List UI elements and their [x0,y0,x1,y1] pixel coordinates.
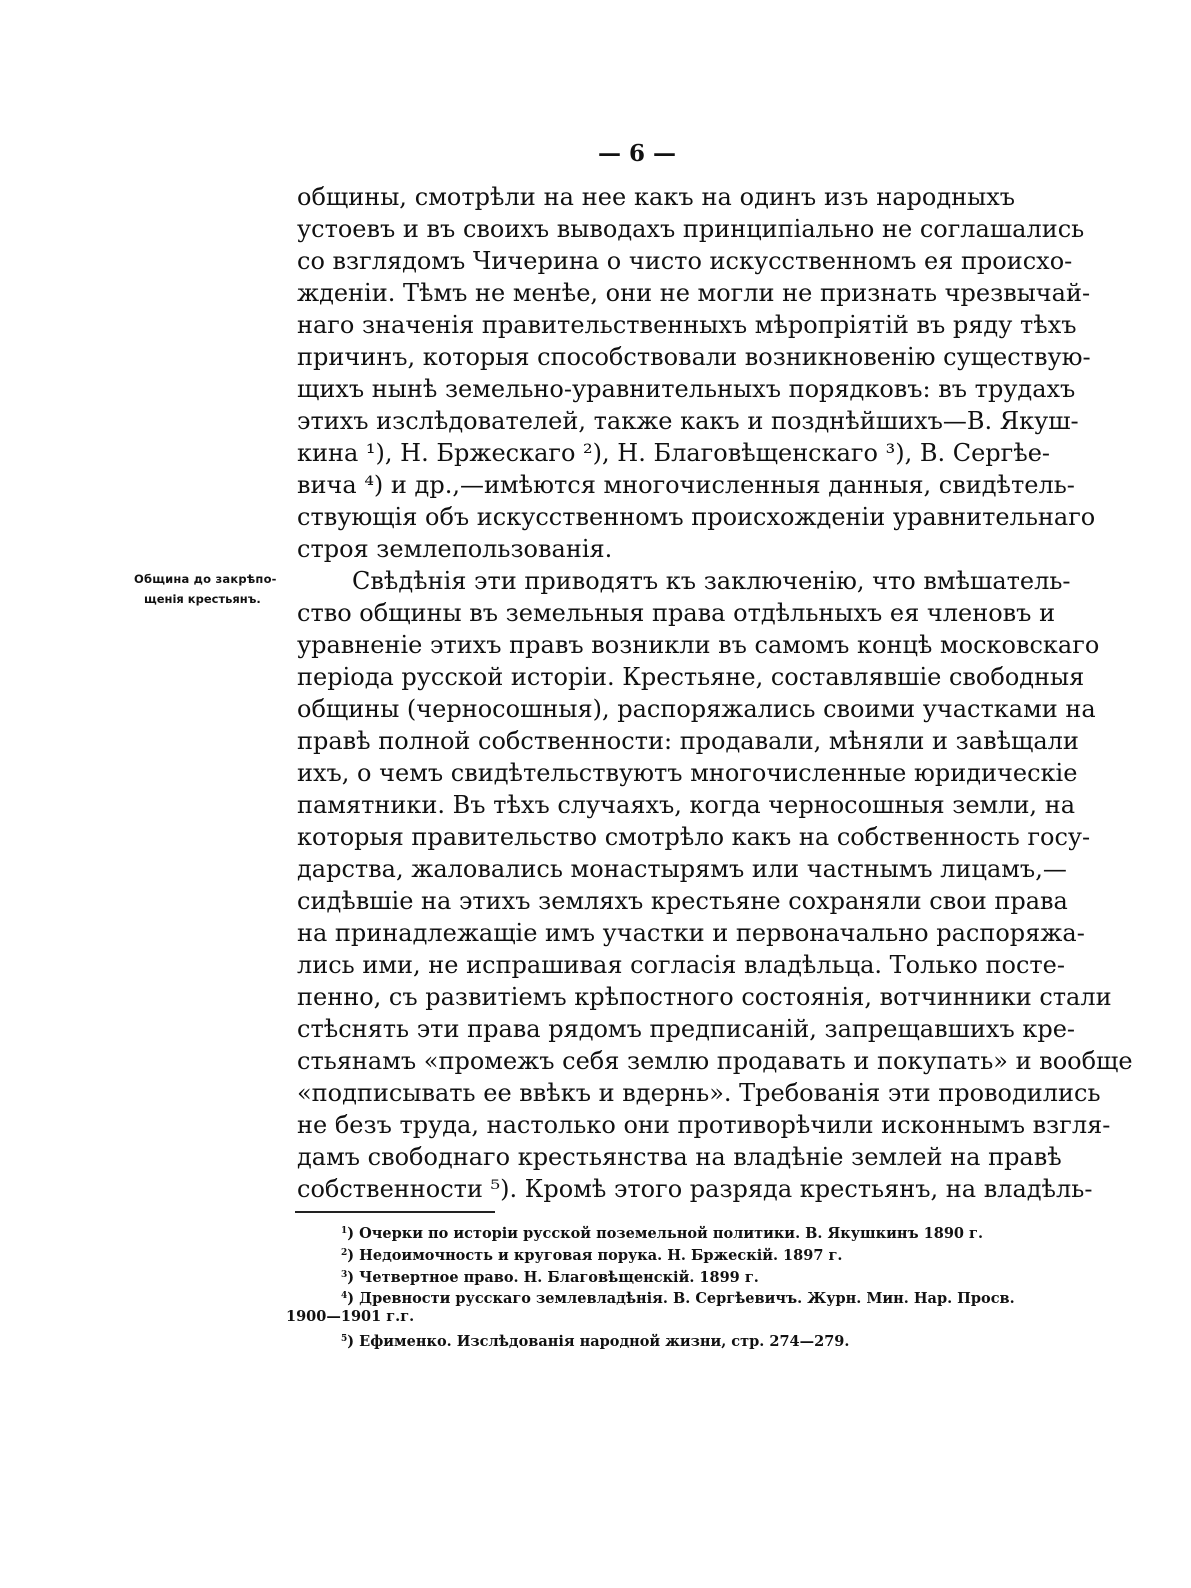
text-line: дарства, жаловались монастырямъ или частнымъ лицамъ,— [297,855,1067,883]
footnote-mark: 3 [341,1270,348,1280]
text-line: кина ¹), Н. Бржескаго ²), Н. Благовѣщенскаго ³), В. Сергѣе- [297,439,1051,467]
marginal-note [134,569,284,609]
text-line: наго значенія правительственныхъ мѣропріятій въ ряду тѣхъ [297,311,1077,339]
text-line: строя землепользованія. [297,535,613,563]
text-line: ствующія объ искусственномъ происхожденіи уравнительнаго [297,503,1096,531]
footnote-mark: 5 [341,1334,348,1344]
footnote-mark: 2 [341,1248,348,1258]
footnote-4-continuation: 1900—1901 г.г. [286,1308,415,1325]
text-line: на принадлежащіе имъ участки и первоначально распоряжа- [297,919,1085,947]
text-line: со взглядомъ Чичерина о чисто искусственномъ ея происхо- [297,247,1073,275]
footnote-4 [341,1286,1015,1309]
text-line: стьянамъ «промежъ себя землю продавать и покупать» и вообще [297,1047,1133,1075]
footnote-text: ) Четвертное право. Н. Благовѣщенскій. 1899 г. [347,1269,759,1286]
text-line: щихъ нынѣ земельно-уравнительныхъ порядковъ: въ трудахъ [297,375,1076,403]
text-line: устоевъ и въ своихъ выводахъ принципіально не соглашались [297,215,1085,243]
text-line: этихъ изслѣдователей, также какъ и позднѣйшихъ—В. Якуш- [297,407,1079,435]
footnote-divider [295,1211,495,1213]
text-line: дамъ свободнаго крестьянства на владѣніе землей на правѣ [297,1143,1062,1171]
footnote-text: ) Ефименко. Изслѣдованія народной жизни, стр. 274—279. [347,1333,850,1350]
footnote-2 [341,1243,842,1266]
text-line: общины, смотрѣли на нее какъ на одинъ изъ народныхъ [297,183,1015,211]
text-line: жденіи. Тѣмъ не менѣе, они не могли не признать чрезвычай- [297,279,1091,307]
footnote-text: ) Недоимочность и круговая порука. Н. Бржескій. 1897 г. [347,1247,843,1264]
text-line: лись ими, не испрашивая согласія владѣльца. Только посте- [297,951,1065,979]
marginal-note-line-2: щенія крестьянъ. [144,592,261,606]
text-line: Свѣдѣнія эти приводятъ къ заключенію, что вмѣшатель- [352,567,1071,595]
text-line: причинъ, которыя способствовали возникновенію существую- [297,343,1091,371]
text-line: ство общины въ земельныя права отдѣльныхъ ея членовъ и [297,599,1056,627]
text-line: которыя правительство смотрѣло какъ на собственность госу- [297,823,1091,851]
text-line: сидѣвшіе на этихъ земляхъ крестьяне сохраняли свои права [297,887,1068,915]
text-line: правѣ полной собственности: продавали, мѣняли и завѣщали [297,727,1079,755]
footnote-mark: 1 [341,1226,348,1236]
text-line: памятники. Въ тѣхъ случаяхъ, когда черносошныя земли, на [297,791,1075,819]
footnote-text: ) Очерки по исторіи русской поземельной политики. В. Якушкинъ 1890 г. [347,1225,983,1242]
footnote-text: ) Древности русскаго землевладѣнія. В. Сергѣевичъ. Журн. Мин. Нар. Просв. [347,1290,1015,1307]
text-line: «подписывать ее ввѣкъ и вдернь». Требованія эти проводились [297,1079,1101,1107]
footnote-5 [341,1329,849,1352]
text-line: не безъ труда, настолько они противорѣчили исконнымъ взгля- [297,1111,1111,1139]
text-line: вича ⁴) и др.,—имѣются многочисленныя данныя, свидѣтель- [297,471,1075,499]
text-line: собственности ⁵). Кромѣ этого разряда крестьянъ, на владѣль- [297,1175,1093,1203]
text-line: періода русской исторіи. Крестьяне, составлявшіе свободныя [297,663,1085,691]
text-line: пенно, съ развитіемъ крѣпостного состоянія, вотчинники стали [297,983,1112,1011]
footnote-mark: 4 [341,1291,348,1301]
text-line: ихъ, о чемъ свидѣтельствуютъ многочисленные юридическіе [297,759,1078,787]
page-number: — 6 — [598,140,677,167]
text-line: общины (черносошныя), распоряжались своими участками на [297,695,1096,723]
marginal-note-line-1: Община до закрѣпо- [134,572,277,586]
footnote-1 [341,1221,983,1244]
footnote-3 [341,1265,759,1288]
text-line: уравненіе этихъ правъ возникли въ самомъ концѣ московскаго [297,631,1100,659]
text-line: стѣснять эти права рядомъ предписаній, запрещавшихъ кре- [297,1015,1076,1043]
